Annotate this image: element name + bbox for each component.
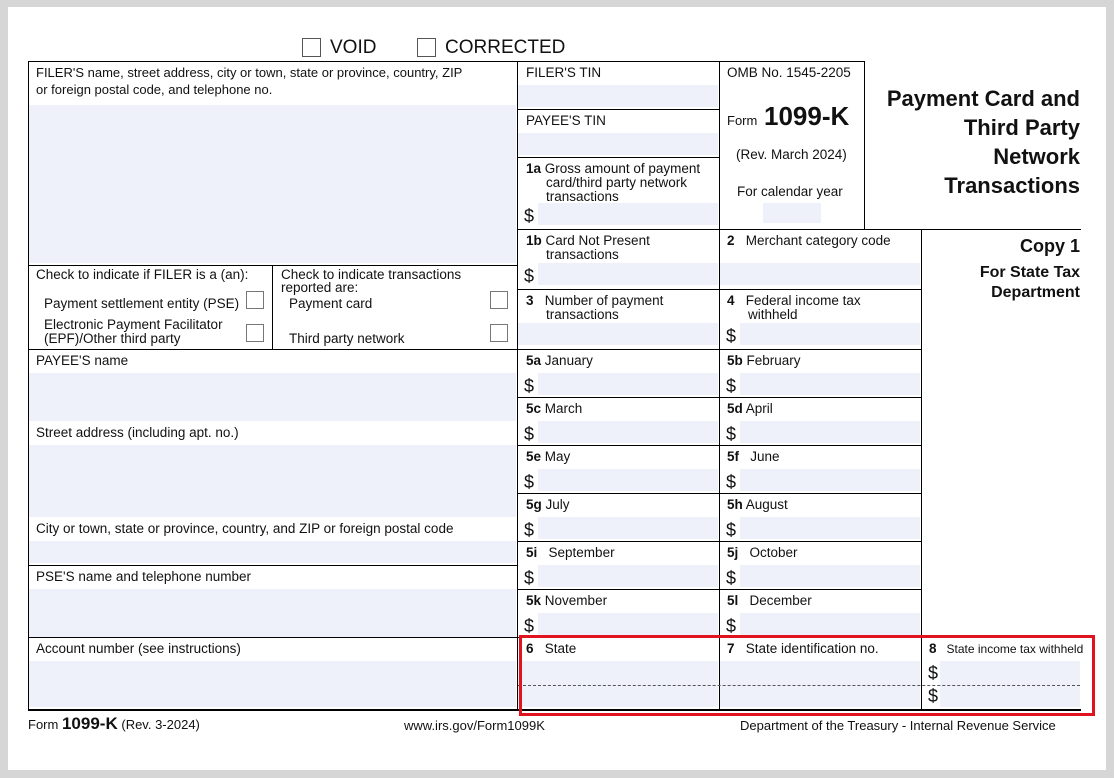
rule-col2 — [719, 61, 720, 709]
account-number-field[interactable] — [29, 661, 516, 707]
payee-city-label: City or town, state or province, country, and ZIP or foreign postal code — [36, 521, 454, 536]
box5c-dollar: $ — [524, 424, 535, 444]
box1a-field[interactable] — [538, 203, 718, 225]
rule-city-bottom — [28, 565, 517, 566]
void-checkbox[interactable] — [302, 38, 321, 57]
box3-label-2: transactions — [546, 307, 619, 322]
rule-col1 — [517, 61, 518, 709]
third-party-label: Third party network — [289, 331, 405, 346]
copy-label: Copy 1 — [1019, 236, 1080, 256]
check-filer-label: Check to indicate if FILER is a (an): — [36, 267, 249, 282]
box4-field[interactable] — [740, 323, 920, 345]
box5k-field[interactable] — [538, 613, 718, 635]
box5g-field[interactable] — [538, 517, 718, 539]
box6-label: 6 State — [526, 641, 577, 656]
box5e-field[interactable] — [538, 469, 718, 491]
rule-top — [28, 61, 864, 62]
epf-checkbox[interactable] — [246, 324, 264, 342]
rule-title-bottom — [719, 229, 1081, 230]
rule-left — [28, 61, 29, 709]
box5b-label: 5b February — [727, 353, 801, 368]
box1b-label-2: transactions — [546, 247, 619, 262]
rule-5c-bottom — [517, 445, 921, 446]
box3-label: 3 Number of payment — [526, 293, 664, 308]
payee-street-label: Street address (including apt. no.) — [36, 425, 239, 440]
check-tx-label: Check to indicate transactions — [281, 267, 462, 282]
box1a-label: 1a Gross amount of payment — [526, 161, 701, 176]
filer-tin-field[interactable] — [518, 85, 718, 107]
rule-1a-bottom — [517, 229, 719, 230]
box5k-label: 5k November — [526, 593, 608, 608]
rule-payeetin-bottom — [517, 157, 719, 158]
box5h-field[interactable] — [740, 517, 920, 539]
box5a-field[interactable] — [538, 373, 718, 395]
box8-dollar-1: $ — [928, 663, 939, 683]
box1b-dollar: $ — [524, 266, 535, 286]
account-number-label: Account number (see instructions) — [36, 641, 241, 656]
box5j-label: 5j October — [727, 545, 798, 560]
pse-checkbox[interactable] — [246, 291, 264, 309]
filer-name-label-2: or foreign postal code, and telephone no. — [36, 82, 273, 97]
pse-name-label: PSE'S name and telephone number — [36, 569, 251, 584]
box5e-label: 5e May — [526, 449, 571, 464]
box5g-dollar: $ — [524, 520, 535, 540]
rule-col3-top — [864, 61, 865, 229]
highlight-box — [519, 635, 1095, 716]
box5f-label: 5f June — [727, 449, 780, 464]
payee-city-field[interactable] — [29, 541, 516, 563]
rule-check-split — [272, 265, 273, 349]
box5j-dollar: $ — [726, 568, 737, 588]
box5l-label: 5l December — [727, 593, 812, 608]
box5c-label: 5c March — [526, 401, 583, 416]
box5k-dollar: $ — [524, 616, 535, 636]
calendar-year-label: For calendar year — [737, 184, 843, 199]
rule-5a-bottom — [517, 397, 921, 398]
box5f-dollar: $ — [726, 472, 737, 492]
box5l-field[interactable] — [740, 613, 920, 635]
box5c-field[interactable] — [538, 421, 718, 443]
payee-tin-field[interactable] — [518, 133, 718, 155]
box3-field[interactable] — [518, 323, 718, 345]
footer-form-id: Form 1099-K (Rev. 3-2024) — [28, 714, 200, 733]
form-1099-k-page — [8, 7, 1106, 770]
form-revision: (Rev. March 2024) — [736, 147, 847, 162]
box5i-label: 5i September — [526, 545, 615, 560]
box8-dollar-2: $ — [928, 686, 939, 706]
box5j-field[interactable] — [740, 565, 920, 587]
box5a-label: 5a January — [526, 353, 593, 368]
void-label: VOID — [330, 37, 377, 58]
box5i-field[interactable] — [538, 565, 718, 587]
payee-name-label: PAYEE'S name — [36, 353, 129, 368]
box1a-label-2: card/third party network — [546, 175, 688, 190]
payee-tin-label: PAYEE'S TIN — [526, 113, 606, 128]
box5e-dollar: $ — [524, 472, 535, 492]
calendar-year-field[interactable] — [763, 203, 821, 223]
rule-5g-bottom — [517, 541, 921, 542]
filer-name-label: FILER'S name, street address, city or town, state or province, country, ZIP — [36, 65, 463, 80]
box1b-field[interactable] — [538, 263, 718, 285]
omb-number: OMB No. 1545-2205 — [727, 65, 851, 80]
box5d-field[interactable] — [740, 421, 920, 443]
footer-url: www.irs.gov/Form1099K — [404, 718, 545, 733]
pse-name-field[interactable] — [29, 589, 516, 637]
corrected-checkbox[interactable] — [417, 38, 436, 57]
rule-5e-bottom — [517, 493, 921, 494]
box7-label: 7 State identification no. — [727, 641, 879, 656]
box5b-dollar: $ — [726, 376, 737, 396]
box2-field[interactable] — [720, 263, 920, 285]
box5d-dollar: $ — [726, 424, 737, 444]
pse-label: Payment settlement entity (PSE) — [44, 296, 240, 311]
form-word: Form — [727, 113, 758, 128]
box5d-label: 5d April — [727, 401, 773, 416]
payment-card-checkbox[interactable] — [490, 291, 508, 309]
rule-filertin-bottom — [517, 109, 719, 110]
payment-card-label: Payment card — [289, 296, 373, 311]
box4-label: 4 Federal income tax — [727, 293, 861, 308]
box1a-label-3: transactions — [546, 189, 619, 204]
form-title: Payment Card and Third Party Network Transactions — [886, 86, 1080, 198]
box5l-dollar: $ — [726, 616, 737, 636]
box1a-dollar: $ — [524, 206, 535, 226]
box1b-label: 1b Card Not Present — [526, 233, 650, 248]
rule-1b-bottom — [517, 289, 921, 290]
filer-tin-label: FILER'S TIN — [526, 65, 602, 80]
payee-street-field[interactable] — [29, 445, 516, 517]
corrected-label: CORRECTED — [445, 37, 566, 58]
epf-label: Electronic Payment Facilitator — [44, 317, 223, 332]
footer-department: Department of the Treasury - Internal Revenue Service — [740, 718, 1056, 733]
box2-label: 2 Merchant category code — [727, 233, 891, 248]
check-tx-label-2: reported are: — [281, 280, 359, 295]
rule-checks-bottom — [28, 349, 921, 350]
box4-dollar: $ — [726, 326, 737, 346]
box5h-dollar: $ — [726, 520, 737, 540]
payee-name-field[interactable] — [29, 373, 516, 421]
box5b-field[interactable] — [740, 373, 920, 395]
filer-name-field[interactable] — [29, 105, 516, 263]
box5i-dollar: $ — [524, 568, 535, 588]
box8-label: 8 State income tax withheld — [929, 641, 1084, 656]
box4-label-2: withheld — [748, 307, 798, 322]
box5a-dollar: $ — [524, 376, 535, 396]
rule-5i-bottom — [517, 589, 921, 590]
third-party-checkbox[interactable] — [490, 324, 508, 342]
form-number: 1099-K — [764, 101, 850, 131]
epf-label-2: (EPF)/Other third party — [44, 331, 181, 346]
box5h-label: 5h August — [727, 497, 788, 512]
copy-desc: For State Tax Department — [979, 264, 1080, 301]
box5g-label: 5g July — [526, 497, 570, 512]
box5f-field[interactable] — [740, 469, 920, 491]
